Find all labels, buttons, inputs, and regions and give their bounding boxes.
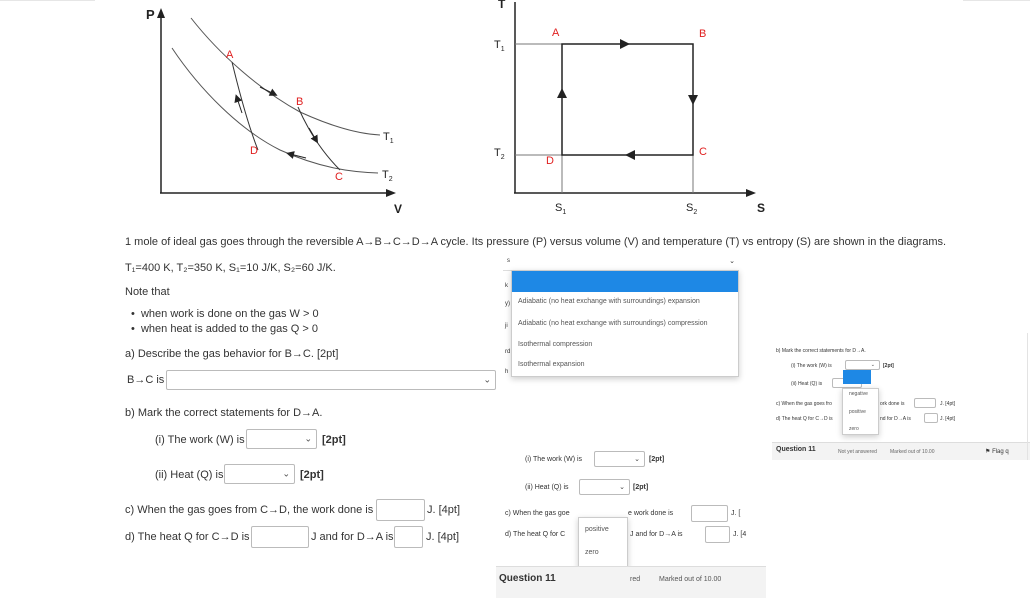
right-c-mid: ork done is (880, 401, 905, 407)
heat-sign-select[interactable] (224, 464, 295, 484)
mid-work-label: (i) The work (W) is (525, 456, 583, 463)
right-b-title: b) Mark the correct statements for D→A. (776, 348, 866, 354)
question-c-unit: J. [4pt] (427, 504, 461, 516)
right-question-marked: Marked out of 10.00 (890, 449, 935, 455)
dropdown-bg-letter: ji (505, 323, 508, 329)
question-a-row-label: B→C is (127, 374, 165, 386)
right-option-highlight (843, 370, 871, 384)
chevron-down-icon: ⌄ (729, 258, 735, 265)
question-d-label: d) The heat Q for C→D is (125, 531, 250, 543)
dropdown-option-adiabatic-expansion[interactable]: Adiabatic (no heat exchange with surroundings) expansion (518, 298, 700, 305)
mid-c-input[interactable] (691, 505, 728, 522)
pv-adiabat-bc (298, 107, 340, 170)
heat-label: (ii) Heat (Q) is (155, 469, 224, 481)
question-d-points: J. [4pt] (426, 531, 460, 543)
dropdown-bg-letter: s (507, 258, 510, 264)
chevron-down-icon: ⌄ (304, 433, 312, 444)
ts-label-t2: $T_2$ (494, 147, 505, 161)
question-a-label: a) Describe the gas behavior for B→C. [2pt] (125, 348, 339, 360)
cd-work-input[interactable] (376, 499, 425, 521)
mid-d-mid: J and for D→A is (630, 531, 683, 538)
mid-d-input[interactable] (705, 526, 730, 543)
pv-diagram (140, 0, 420, 220)
flag-icon: ⚑ (985, 449, 991, 455)
pv-adiabat-ad (232, 62, 258, 150)
right-question-status: Not yet answered (838, 449, 877, 455)
pv-y-arrow (157, 8, 165, 18)
pv-label-b: B (296, 96, 304, 108)
heat-points: [2pt] (300, 469, 324, 481)
pv-label-v: V (394, 202, 403, 216)
question-c-points (427, 504, 460, 516)
bc-behavior-select[interactable] (166, 370, 496, 390)
top-divider-left (0, 0, 95, 1)
ts-diagram (480, 0, 780, 220)
dropdown-bg-letter: k (505, 283, 508, 289)
mid-work-points: [2pt] (649, 456, 665, 463)
pv-arrow-ab (260, 87, 274, 94)
pv-label-t1: $T_1$ (383, 131, 394, 145)
ts-label-c: C (699, 146, 707, 158)
right-flag-text: Flag q (992, 449, 1009, 455)
mid-heat-select[interactable] (579, 479, 630, 495)
ts-label-a: A (552, 27, 560, 39)
ts-label-d: D (546, 155, 554, 167)
ts-x-arrow (746, 189, 756, 197)
right-c-post: J. [4pt] (940, 401, 956, 407)
ts-label-t1: $T_1$ (494, 39, 505, 53)
right-sign-dropdown (842, 388, 879, 435)
mid-c-post: J. [ (731, 510, 741, 517)
dropdown-bg-letter: y) (505, 301, 510, 307)
mid-option-positive[interactable]: positive (585, 526, 609, 533)
right-d-input[interactable] (924, 413, 938, 423)
dropdown-bg-letter: rd (505, 349, 511, 355)
ts-label-s: S (757, 201, 766, 215)
right-heat-label: (ii) Heat (Q) is (791, 381, 823, 387)
mid-question-number: Question 11 (499, 573, 556, 584)
pv-isotherm-t1 (191, 18, 380, 135)
note-text: Note that (125, 286, 170, 298)
chevron-down-icon: ⌄ (634, 456, 640, 463)
bullet-work-text: when work is done on the gas W > 0 (140, 308, 319, 320)
bullet-heat-text: when heat is added to the gas Q > 0 (140, 323, 319, 335)
right-c-label: c) When the gas goes fro (776, 401, 832, 407)
dropdown-option-isothermal-compression[interactable]: Isothermal compression (518, 341, 593, 348)
mid-heat-label: (ii) Heat (Q) is (525, 484, 569, 491)
ts-cycle-rect (562, 44, 693, 155)
ts-label-s1: $S_1$ (555, 202, 567, 216)
right-option-positive[interactable]: positive (849, 409, 866, 415)
dropdown-bg-select[interactable] (503, 257, 739, 271)
pv-label-a: A (226, 49, 234, 61)
pv-label-d: D (250, 145, 258, 157)
right-d-label: d) The heat Q for C→D is (776, 416, 833, 422)
mid-d-label: d) The heat Q for C (505, 531, 566, 538)
ts-arrow-ab (620, 39, 630, 49)
mid-work-select[interactable] (594, 451, 645, 467)
params-text: T₁=400 K, T₂=350 K, S₁=10 J/K, S₂=60 J/K. (125, 262, 336, 274)
right-option-zero[interactable]: zero (849, 426, 859, 432)
dropdown-bg-letter: h (505, 369, 509, 375)
question-d-mid: J and for D→A is (311, 531, 394, 543)
dropdown-option-blank[interactable] (512, 271, 738, 292)
work-label: (i) The work (W) is (155, 434, 245, 446)
mid-c-label: c) When the gas goe (505, 510, 570, 517)
cd-heat-input[interactable] (251, 526, 309, 548)
mid-question-status: red (630, 576, 641, 583)
pv-label-t2: $T_2$ (382, 169, 393, 183)
pv-isotherm-t2 (172, 48, 378, 173)
chevron-down-icon: ⌄ (870, 362, 875, 368)
work-sign-select[interactable] (246, 429, 317, 449)
chevron-down-icon: ⌄ (619, 484, 625, 491)
chevron-down-icon: ⌄ (282, 468, 290, 479)
intro-text: 1 mole of ideal gas goes through the reversible A→B→C→D→A cycle. Its pressure (P) versus volume (V) and temperature (T) vs entropy (S) are shown in the diagrams. (125, 236, 947, 248)
pv-x-arrow (386, 189, 396, 197)
ts-label-s2: $S_2$ (686, 202, 698, 216)
right-work-select[interactable] (845, 360, 880, 370)
right-d-mid: nd for D→A is (880, 416, 911, 422)
ts-arrow-cd (625, 150, 635, 160)
right-option-negative[interactable]: negative (849, 391, 868, 397)
right-question-number: Question 11 (776, 446, 816, 453)
right-d-post: J. [4pt] (940, 416, 956, 422)
chevron-down-icon: ⌄ (483, 374, 491, 385)
ts-arrow-da (557, 88, 567, 98)
bc-behavior-dropdown (511, 270, 739, 377)
question-b-label: b) Mark the correct statements for D→A. (125, 407, 323, 419)
dropdown-option-adiabatic-compression[interactable]: Adiabatic (no heat exchange with surroundings) compression (518, 320, 708, 327)
pv-arrow-da (237, 98, 242, 113)
mid-question-marked: Marked out of 10.00 (659, 576, 722, 583)
ts-label-b: B (699, 28, 707, 40)
right-work-points: [2pt] (883, 363, 894, 369)
right-work-label: (i) The work (W) is (791, 363, 832, 369)
right-flag-link[interactable] (985, 448, 1009, 455)
ts-arrow-bc (688, 95, 698, 105)
bullet-heat: • when heat is added to the gas Q > 0 (131, 323, 319, 335)
mid-option-zero[interactable]: zero (585, 549, 599, 556)
ts-label-t: T (498, 0, 506, 11)
right-c-input[interactable] (914, 398, 936, 408)
mid-c-mid: e work done is (628, 510, 674, 517)
pv-arrow-bc (309, 128, 316, 140)
question-c-label: c) When the gas goes from C→D, the work done is (125, 504, 374, 516)
pv-label-p: P (146, 7, 155, 22)
dropdown-option-isothermal-expansion[interactable]: Isothermal expansion (518, 361, 585, 368)
work-points: [2pt] (322, 434, 346, 446)
right-panel-border (1027, 333, 1028, 460)
pv-label-c: C (335, 171, 343, 183)
top-divider-right (963, 0, 1030, 1)
mid-d-post: J. [4 (733, 531, 747, 538)
mid-heat-points: [2pt] (633, 484, 649, 491)
bullet-work: • when work is done on the gas W > 0 (131, 308, 319, 320)
da-heat-input[interactable] (394, 526, 423, 548)
